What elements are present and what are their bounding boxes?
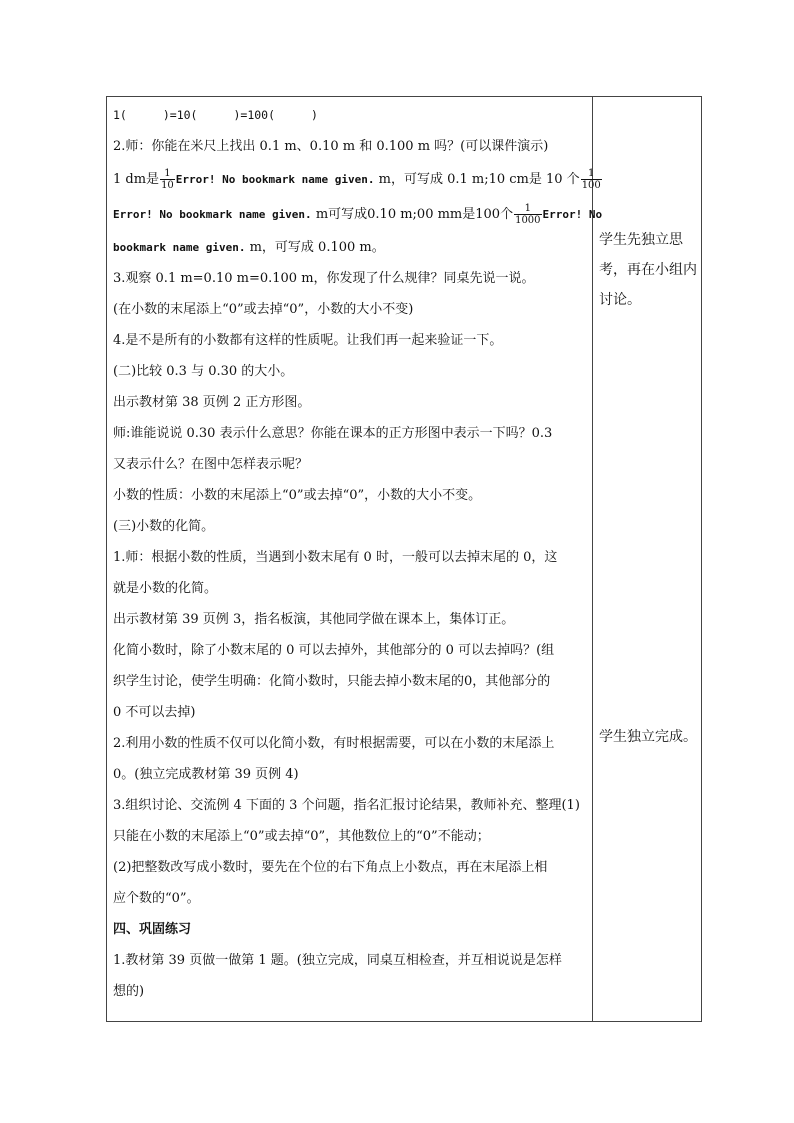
paragraph-line: 3.组织讨论、交流例 4 下面的 3 个问题，指名汇报讨论结果，教师补充、整理(1) [113, 798, 580, 813]
error-field-text: Error! No [542, 208, 603, 221]
text: m可写成0.10 m;00 mm是100个 [311, 207, 514, 222]
paragraph-line: 织学生讨论，使学生明确：化简小数时，只能去掉小数末尾的0，其他部分的 [113, 674, 551, 689]
paragraph-line: 化简小数时，除了小数末尾的 0 可以去掉外，其他部分的 0 可以去掉吗？(组 [113, 643, 555, 658]
fraction-denominator: 1000 [515, 215, 541, 226]
text: m，可写成 0.100 m。 [245, 240, 385, 255]
paragraph-line: 3.观察 0.1 m=0.10 m=0.100 m，你发现了什么规律？同桌先说一说。 [113, 271, 535, 286]
paragraph-line [113, 197, 603, 232]
text: ) [311, 108, 318, 122]
error-field-text: Error! No bookmark name given. [175, 173, 375, 186]
paragraph-line: 应个数的“0”。 [113, 891, 200, 906]
fraction [581, 168, 602, 191]
text: 1( [113, 108, 127, 122]
paragraph-line: 想的) [113, 984, 145, 999]
note-line: 学生先独立思 [599, 232, 683, 248]
fraction [160, 168, 175, 191]
section-heading: (三)小数的化简。 [113, 519, 215, 534]
section-heading: 四、巩固练习 [113, 922, 192, 937]
student-activity-note [599, 722, 699, 752]
paragraph-line: 4.是不是所有的小数都有这样的性质呢。让我们再一起来验证一下。 [113, 333, 503, 348]
paragraph-line: 出示教材第 39 页例 3，指名板演，其他同学做在课本上，集体订正。 [113, 612, 515, 627]
paragraph-line: 师:谁能说说 0.30 表示什么意思？你能在课本的正方形图中表示一下吗？0.3 [113, 426, 553, 441]
text: 1 dm是 [113, 172, 160, 187]
student-activity-note [599, 225, 699, 315]
teaching-process-column [113, 100, 603, 1007]
paragraph-line [113, 232, 587, 263]
paragraph-line: 就是小数的化简。 [113, 581, 218, 596]
fraction-numerator: 1 [514, 203, 541, 215]
paragraph-line: 又表示什么？在图中怎样表示呢？ [113, 457, 309, 472]
fraction-numerator: 1 [581, 168, 602, 180]
paragraph-line: 2.师：你能在米尺上找出 0.1 m、0.10 m 和 0.100 m 吗？(可以课件演示) [113, 139, 549, 154]
paragraph-line: 2.利用小数的性质不仅可以化简小数，有时根据需要，可以在小数的末尾添上 [113, 736, 555, 751]
paragraph-line: (2)把整数改写成小数时，要先在个位的右下角点上小数点，再在末尾添上相 [113, 860, 548, 875]
fraction [514, 203, 541, 226]
paragraph-line: 0 不可以去掉) [113, 705, 196, 720]
note-line: 考，再在小组内 [599, 262, 697, 278]
paragraph-line: 出示教材第 38 页例 2 正方形图。 [113, 395, 311, 410]
paragraph-line: 1.师：根据小数的性质，当遇到小数末尾有 0 时，一般可以去掉末尾的 0，这 [113, 550, 558, 565]
note-line: 学生独立完成。 [599, 729, 697, 745]
paragraph-line: 只能在小数的末尾添上“0”或去掉“0”，其他数位上的“0”不能动； [113, 829, 490, 844]
fraction-denominator: 10 [161, 180, 174, 191]
unit-conversion-line [113, 100, 587, 131]
paragraph-line: (在小数的末尾添上“0”或去掉“0”，小数的大小不变) [113, 302, 414, 317]
column-divider [592, 96, 593, 1022]
paragraph-line: 0。(独立完成教材第 39 页例 4) [113, 767, 299, 782]
paragraph-line: 小数的性质：小数的末尾添上“0”或去掉“0”，小数的大小不变。 [113, 488, 482, 503]
text: )=10( [162, 108, 198, 122]
section-heading: (二)比较 0.3 与 0.30 的大小。 [113, 364, 294, 379]
paragraph-line: 1.教材第 39 页做一做第 1 题。(独立完成，同桌互相检查，并互相说说是怎样 [113, 953, 562, 968]
fraction-numerator: 1 [160, 168, 175, 180]
paragraph-line [113, 162, 601, 197]
note-line: 讨论。 [599, 292, 641, 308]
error-field-text: bookmark name given. [113, 241, 246, 254]
error-field-text: Error! No bookmark name given. [113, 208, 312, 221]
text: )=100( [233, 108, 276, 122]
text: m，可写成 0.1 m;10 cm是 10 个 [374, 172, 580, 187]
fraction-denominator: 100 [581, 180, 601, 191]
